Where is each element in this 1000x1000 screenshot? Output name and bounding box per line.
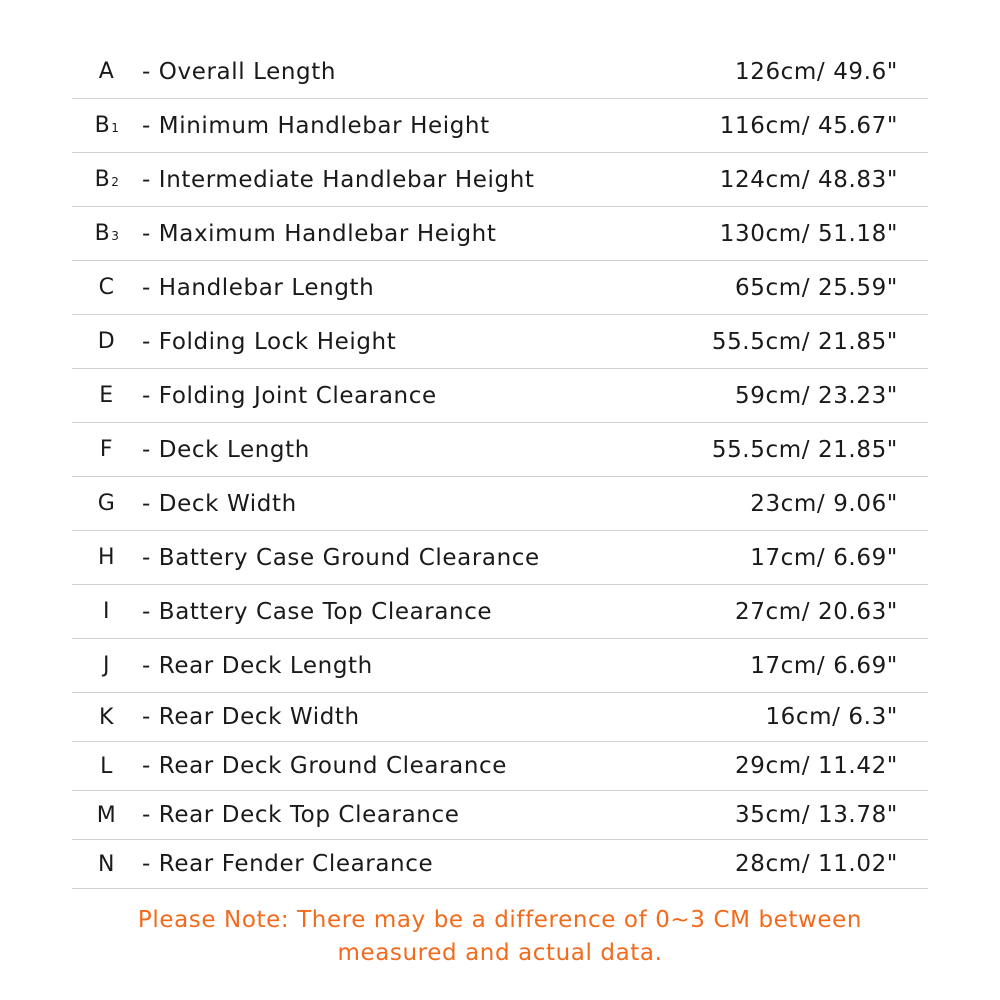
row-label: - Minimum Handlebar Height <box>142 112 490 139</box>
row-label: - Folding Lock Height <box>142 328 397 355</box>
row-value: 16cm/ 6.3" <box>765 704 898 730</box>
row-value: 17cm/ 6.69" <box>750 544 898 571</box>
spec-row-c <box>72 261 928 315</box>
spec-row-j <box>72 639 928 693</box>
spec-row-g <box>72 477 928 531</box>
row-code: B 3 <box>94 221 120 246</box>
row-code: J <box>103 653 110 678</box>
row-value: 59cm/ 23.23" <box>734 382 898 409</box>
row-value: 55.5cm/ 21.85" <box>711 328 898 355</box>
row-code: H <box>97 545 116 570</box>
row-value: 28cm/ 11.02" <box>734 851 898 877</box>
row-code: B 1 <box>94 113 120 138</box>
note-line-1: Please Note: There may be a difference of 0~3 CM between <box>137 907 863 933</box>
row-value: 29cm/ 11.42" <box>734 753 898 779</box>
row-code: F <box>99 437 114 462</box>
spec-row-k <box>72 693 928 742</box>
spec-row-l <box>72 742 928 791</box>
row-label: - Rear Fender Clearance <box>142 851 434 877</box>
row-value: 124cm/ 48.83" <box>719 166 898 193</box>
spec-row-n <box>72 840 928 889</box>
row-label: - Rear Deck Length <box>142 652 373 679</box>
row-code: M <box>96 802 117 828</box>
row-label: - Battery Case Ground Clearance <box>142 544 540 571</box>
row-label: - Rear Deck Ground Clearance <box>142 753 508 779</box>
row-value: 23cm/ 9.06" <box>750 490 898 517</box>
row-value: 65cm/ 25.59" <box>734 274 898 301</box>
row-label: - Deck Length <box>142 436 310 463</box>
row-value: 55.5cm/ 21.85" <box>711 436 898 463</box>
row-value: 35cm/ 13.78" <box>734 802 898 828</box>
row-code: A <box>98 59 115 84</box>
row-code: B 2 <box>94 167 120 192</box>
row-value: 17cm/ 6.69" <box>750 652 898 679</box>
row-code: L <box>100 753 113 779</box>
spec-row-m <box>72 791 928 840</box>
row-value: 116cm/ 45.67" <box>719 112 898 139</box>
row-label: - Rear Deck Top Clearance <box>142 802 460 828</box>
measurement-note <box>0 904 1000 970</box>
row-code: E <box>99 383 114 408</box>
row-code: K <box>99 704 114 730</box>
row-label: - Battery Case Top Clearance <box>142 598 493 625</box>
row-label: - Rear Deck Width <box>142 704 360 730</box>
row-code: I <box>103 599 110 624</box>
row-code: C <box>98 275 115 300</box>
spec-row-b1 <box>72 99 928 153</box>
spec-row-f <box>72 423 928 477</box>
spec-row-b2 <box>72 153 928 207</box>
row-value: 27cm/ 20.63" <box>734 598 898 625</box>
spec-row-a <box>72 45 928 99</box>
row-code: N <box>98 851 115 877</box>
spec-row-e <box>72 369 928 423</box>
spec-row-i <box>72 585 928 639</box>
spec-row-h <box>72 531 928 585</box>
row-label: - Handlebar Length <box>142 274 375 301</box>
row-value: 130cm/ 51.18" <box>719 220 898 247</box>
row-label: - Overall Length <box>142 58 337 85</box>
row-code: D <box>97 329 116 354</box>
spec-row-d <box>72 315 928 369</box>
row-label: - Maximum Handlebar Height <box>142 220 497 247</box>
row-label: - Intermediate Handlebar Height <box>142 166 535 193</box>
note-line-2: measured and actual data. <box>337 940 663 966</box>
row-value: 126cm/ 49.6" <box>734 58 898 85</box>
spec-table <box>72 45 928 889</box>
row-label: - Deck Width <box>142 490 297 517</box>
spec-row-b3 <box>72 207 928 261</box>
row-code: G <box>97 491 116 516</box>
row-label: - Folding Joint Clearance <box>142 382 437 409</box>
